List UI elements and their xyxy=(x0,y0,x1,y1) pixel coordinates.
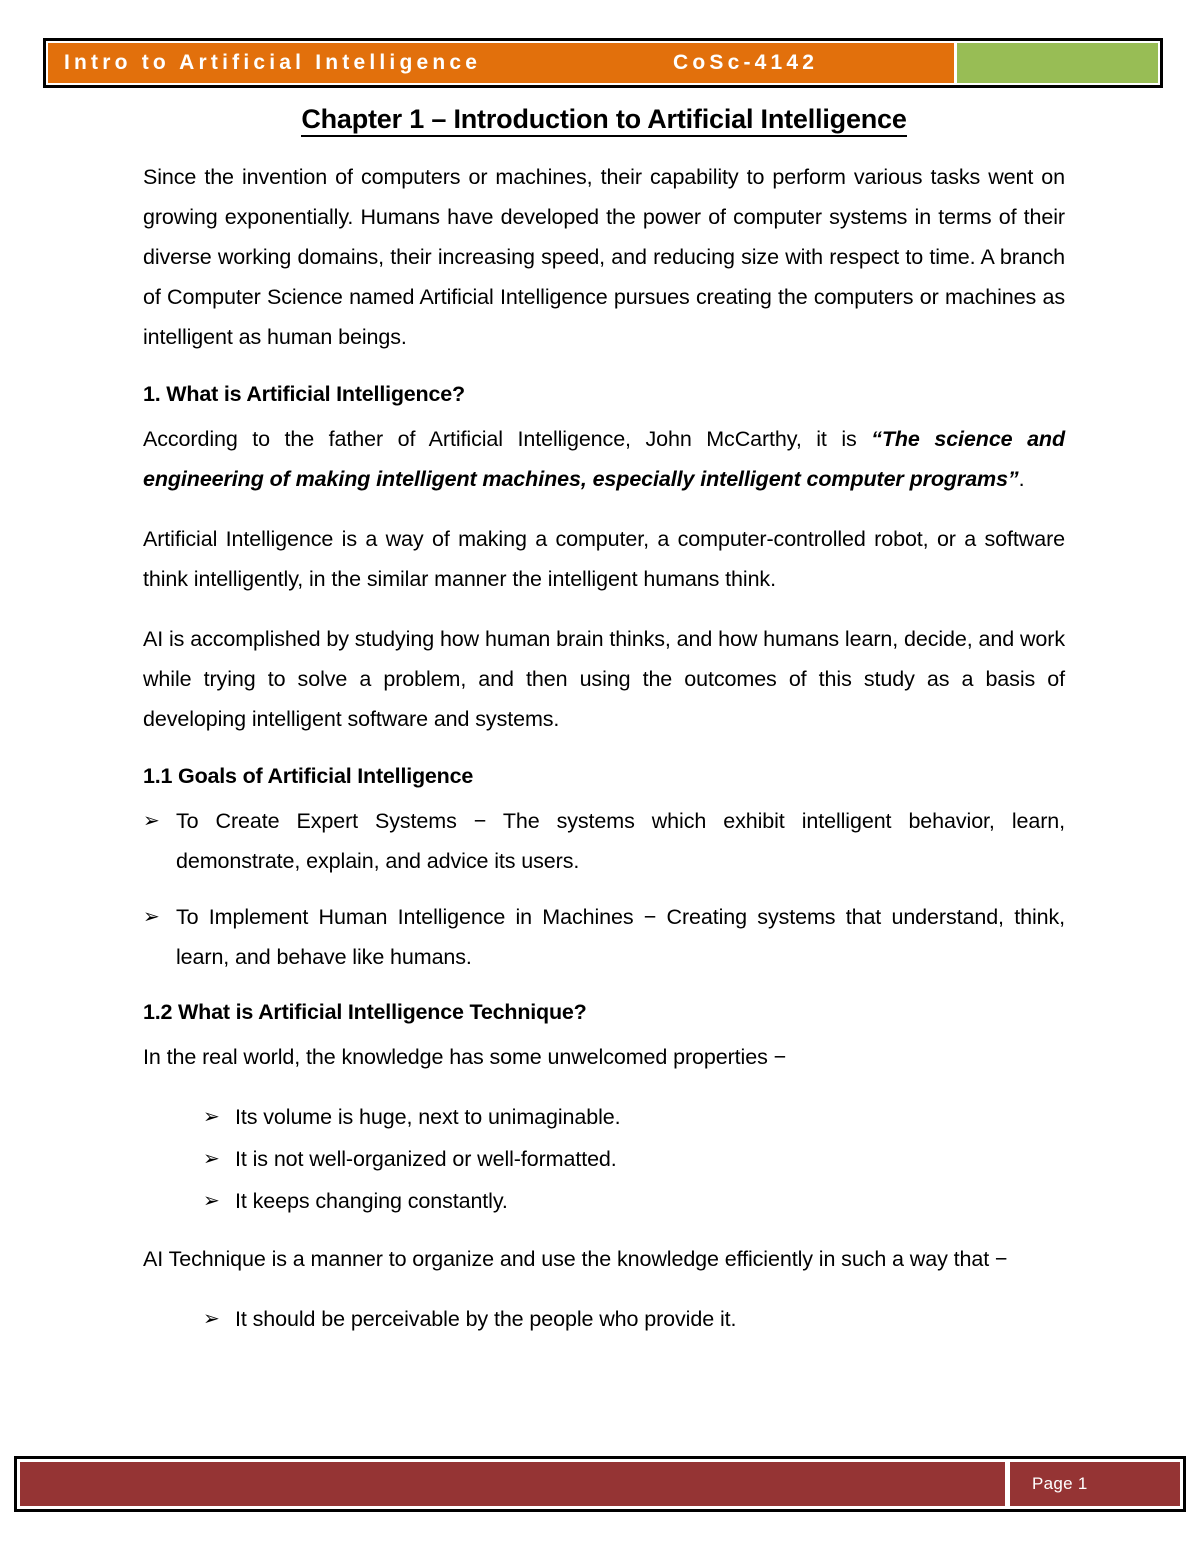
knowledge-properties-list xyxy=(203,1097,1065,1221)
arrowhead-bullet-icon: ➢ xyxy=(203,1106,220,1128)
list-item-label: It is not well-organized or well-formatted. xyxy=(235,1147,617,1171)
list-item-label: It keeps changing constantly. xyxy=(235,1189,508,1213)
list-item-label: It should be perceivable by the people who provide it. xyxy=(235,1307,737,1331)
section-1-heading: 1. What is Artificial Intelligence? xyxy=(143,382,465,406)
ai-definition-paragraph: Artificial Intelligence is a way of making a computer, a computer-controlled robot, or a software think intelligently, in the similar manner the intelligent humans think. xyxy=(143,527,1065,591)
header-course-code: CoSc-4142 xyxy=(673,51,819,74)
arrowhead-bullet-icon: ➢ xyxy=(203,1148,220,1170)
section-1-2-lead-in: In the real world, the knowledge has some unwelcomed properties − xyxy=(143,1045,787,1069)
list-item-label: To Implement Human Intelligence in Machines − Creating systems that understand, think, learn, and behave like humans. xyxy=(176,905,1065,969)
arrowhead-bullet-icon: ➢ xyxy=(143,906,160,928)
list-item xyxy=(203,1299,1065,1339)
document-content xyxy=(143,104,1065,1357)
ai-accomplished-paragraph: AI is accomplished by studying how human brain thinks, and how humans learn, decide, and work while trying to solve a problem, and then using the outcomes of this study as a basis of developing intelligent software and systems. xyxy=(143,627,1065,731)
mccarthy-tail-text: . xyxy=(1018,467,1025,491)
list-item xyxy=(203,1181,1065,1221)
page-footer-band xyxy=(14,1456,1186,1512)
section-1-2-heading: 1.2 What is Artificial Intelligence Technique? xyxy=(143,1000,587,1024)
arrowhead-bullet-icon: ➢ xyxy=(203,1308,220,1330)
footer-red-cell xyxy=(20,1462,1005,1506)
list-item xyxy=(203,1097,1065,1137)
header-green-cell xyxy=(957,43,1158,83)
page-header-band xyxy=(43,38,1163,88)
arrowhead-bullet-icon: ➢ xyxy=(143,810,160,832)
list-item-label: To Create Expert Systems − The systems which exhibit intelligent behavior, learn, demonstrate, explain, and advice its users. xyxy=(176,809,1065,873)
list-item xyxy=(203,1139,1065,1179)
page-title xyxy=(143,104,1065,135)
header-course-title: Intro to Artificial Intelligence xyxy=(64,51,482,74)
list-item-label: Its volume is huge, next to unimaginable. xyxy=(235,1105,621,1129)
mccarthy-quote-text: “The science and engineering of making intelligent machines, especially intelligent computer programs” xyxy=(143,427,1065,491)
intro-paragraph: Since the invention of computers or machines, their capability to perform various tasks went on growing exponentially. Humans have developed the power of computer systems in terms of their diverse working domains, their increasing speed, and reducing size with respect to time. A branch of Computer Science named Artificial Intelligence pursues creating the computers or machines as intelligent as human beings. xyxy=(143,165,1065,349)
technique-points-list xyxy=(203,1299,1065,1339)
page-number-label: Page 1 xyxy=(1032,1474,1088,1493)
ai-technique-paragraph: AI Technique is a manner to organize and use the knowledge efficiently in such a way that − xyxy=(143,1247,1008,1271)
page-title-text: Chapter 1 – Introduction to Artificial Intelligence xyxy=(301,104,906,137)
header-orange-cell xyxy=(48,43,954,83)
section-1-1-heading: 1.1 Goals of Artificial Intelligence xyxy=(143,764,474,788)
mccarthy-paragraph xyxy=(143,419,1065,499)
arrowhead-bullet-icon: ➢ xyxy=(203,1190,220,1212)
footer-page-cell xyxy=(1008,1462,1180,1506)
list-item xyxy=(143,801,1065,881)
goals-bullet-list xyxy=(143,801,1065,977)
mccarthy-lead-text: According to the father of Artificial Intelligence, John McCarthy, it is xyxy=(143,427,872,451)
list-item xyxy=(143,897,1065,977)
